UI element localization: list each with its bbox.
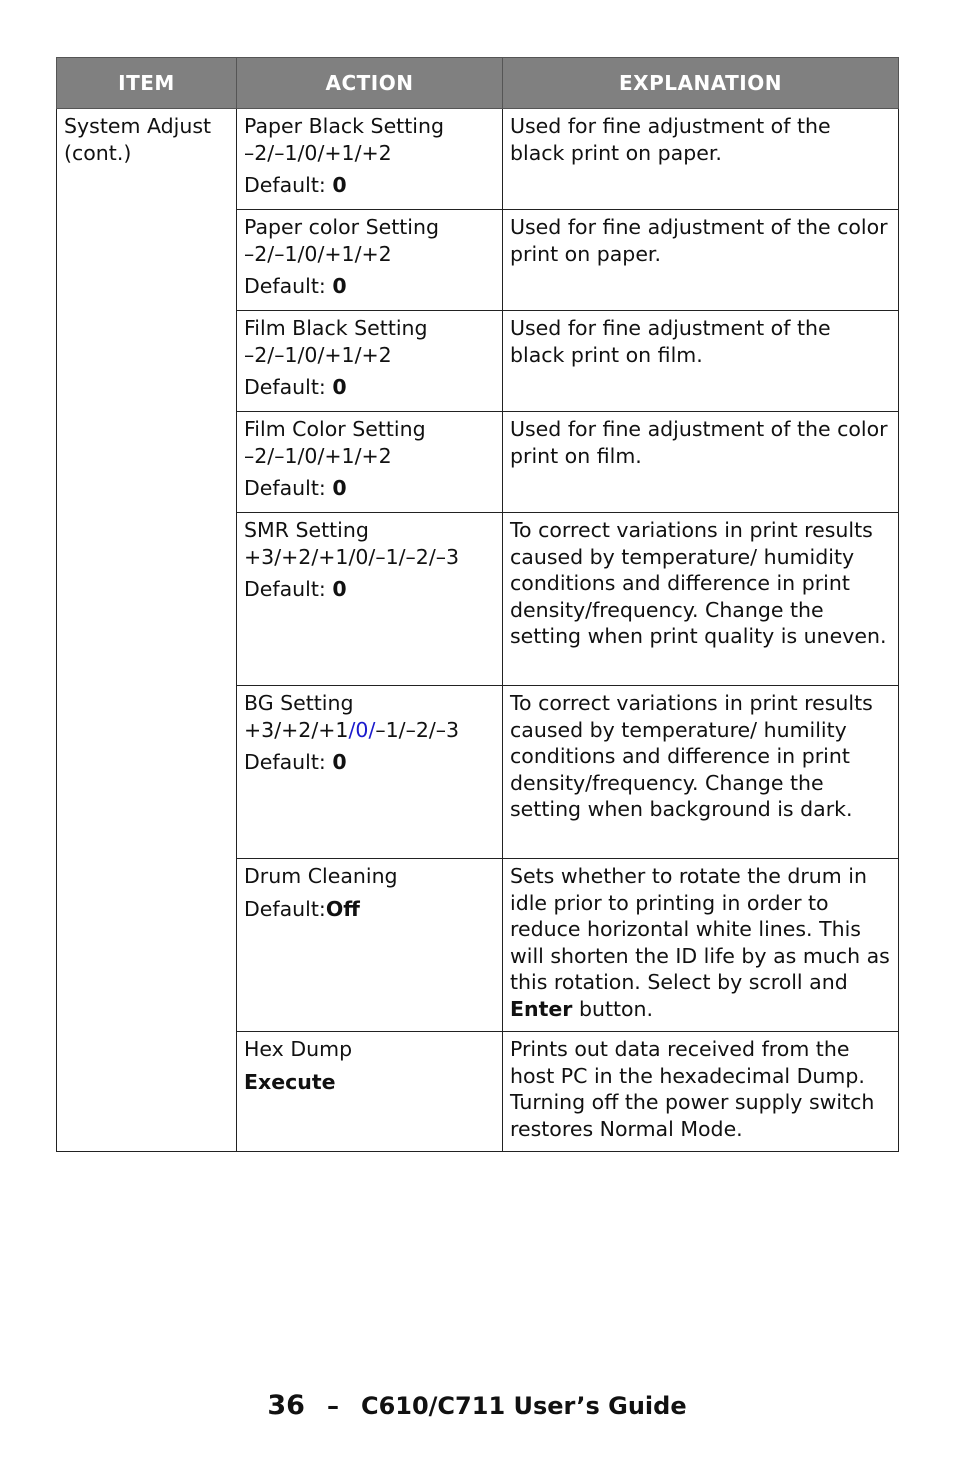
item-label: System Adjust (cont.) [64,114,212,165]
default-line [244,475,495,502]
action-values: –2/–1/0/+1/+2 [244,140,392,165]
action-cell [237,210,503,311]
explanation-text: button. [572,996,654,1021]
explanation-text: Used for fine adjustment of the black print on paper. [510,114,831,165]
header-action: ACTION [237,58,503,109]
default-prefix: Default: [244,476,326,500]
explanation-text: Used for fine adjustment of the color print on film. [510,417,888,468]
action-values: –2/–1/0/+1/+2 [244,241,392,266]
explanation-text: To correct variations in print results caused by temperature/ humility conditions and difference in print density/frequency. Change the setting when background is dark. [510,691,873,821]
explanation-cell [503,859,899,1032]
default-prefix: Default: [244,375,326,399]
explanation-cell [503,1032,899,1152]
default-value: 0 [332,173,347,197]
header-row [57,58,899,109]
action-title: SMR Setting [244,518,369,542]
action-cell [237,513,503,686]
guide-title: C610/C711 User’s Guide [360,1392,687,1420]
header-explanation: EXPLANATION [503,58,899,109]
default-line [244,896,495,923]
action-title: Film Color Setting [244,417,426,441]
explanation-cell [503,210,899,311]
explanation-text: Used for fine adjustment of the color print on paper. [510,215,888,266]
item-cell [57,109,237,1152]
table-body [57,109,899,1152]
action-cell [237,859,503,1032]
action-cell [237,412,503,513]
action-values: +3/+2/+1/0/–1/–2/–3 [244,544,460,569]
explanation-cell [503,513,899,686]
default-prefix: Default: [244,577,326,601]
action-cell [237,686,503,859]
action-title: Film Black Setting [244,316,428,340]
header-item: ITEM [57,58,237,109]
values-slash-highlight: / [348,717,356,742]
values-zero-highlight: 0 [355,717,369,742]
table-row [57,109,899,210]
table-header [57,58,899,109]
action-values: –2/–1/0/+1/+2 [244,342,392,367]
action-values [244,717,495,744]
explanation-text: Used for fine adjustment of the black print on film. [510,316,831,367]
default-prefix: Default: [244,896,326,921]
default-prefix: Default: [244,173,326,197]
explanation-text: To correct variations in print results caused by temperature/ humidity conditions and difference in print density/frequency. Change the setting when print quality is uneven. [510,518,887,648]
page-footer [0,1390,954,1421]
default-value: 0 [332,476,347,500]
default-line [244,273,495,300]
default-value: 0 [332,577,347,601]
action-values: –2/–1/0/+1/+2 [244,443,392,468]
default-line [244,749,495,776]
default-prefix: Default: [244,750,326,774]
action-title: Paper Black Setting [244,114,444,138]
default-value: 0 [332,375,347,399]
action-title: BG Setting [244,691,354,715]
default-value: Off [325,896,360,921]
default-line [244,374,495,401]
explanation-cell [503,311,899,412]
action-title: Hex Dump [244,1037,353,1061]
action-title: Paper color Setting [244,215,439,239]
default-prefix: Default: [244,274,326,298]
default-value: 0 [332,750,347,774]
action-title: Drum Cleaning [244,864,398,888]
execute-label: Execute [244,1069,336,1094]
values-slash-highlight: / [368,717,376,742]
default-line [244,172,495,199]
action-cell [237,311,503,412]
explanation-text: Sets whether to rotate the drum in idle prior to printing in order to reduce horizontal white lines. This will shorten the ID life by as much as this rotation. Select by scroll and [510,864,890,994]
default-line [244,576,495,603]
explanation-text: Prints out data received from the host PC in the hexadecimal Dump. Turning off the power supply switch restores Normal Mode. [510,1037,875,1141]
explanation-cell [503,686,899,859]
values-part: –1/–2/–3 [375,717,460,742]
action-cell [237,109,503,210]
explanation-cell [503,412,899,513]
explanation-cell [503,109,899,210]
page-number: 36 [267,1390,305,1421]
enter-keyword: Enter [510,996,573,1021]
default-value: 0 [332,274,347,298]
values-part: +3/+2/+1 [244,717,349,742]
footer-separator: – [326,1392,339,1420]
settings-table [56,57,899,1152]
action-cell [237,1032,503,1152]
